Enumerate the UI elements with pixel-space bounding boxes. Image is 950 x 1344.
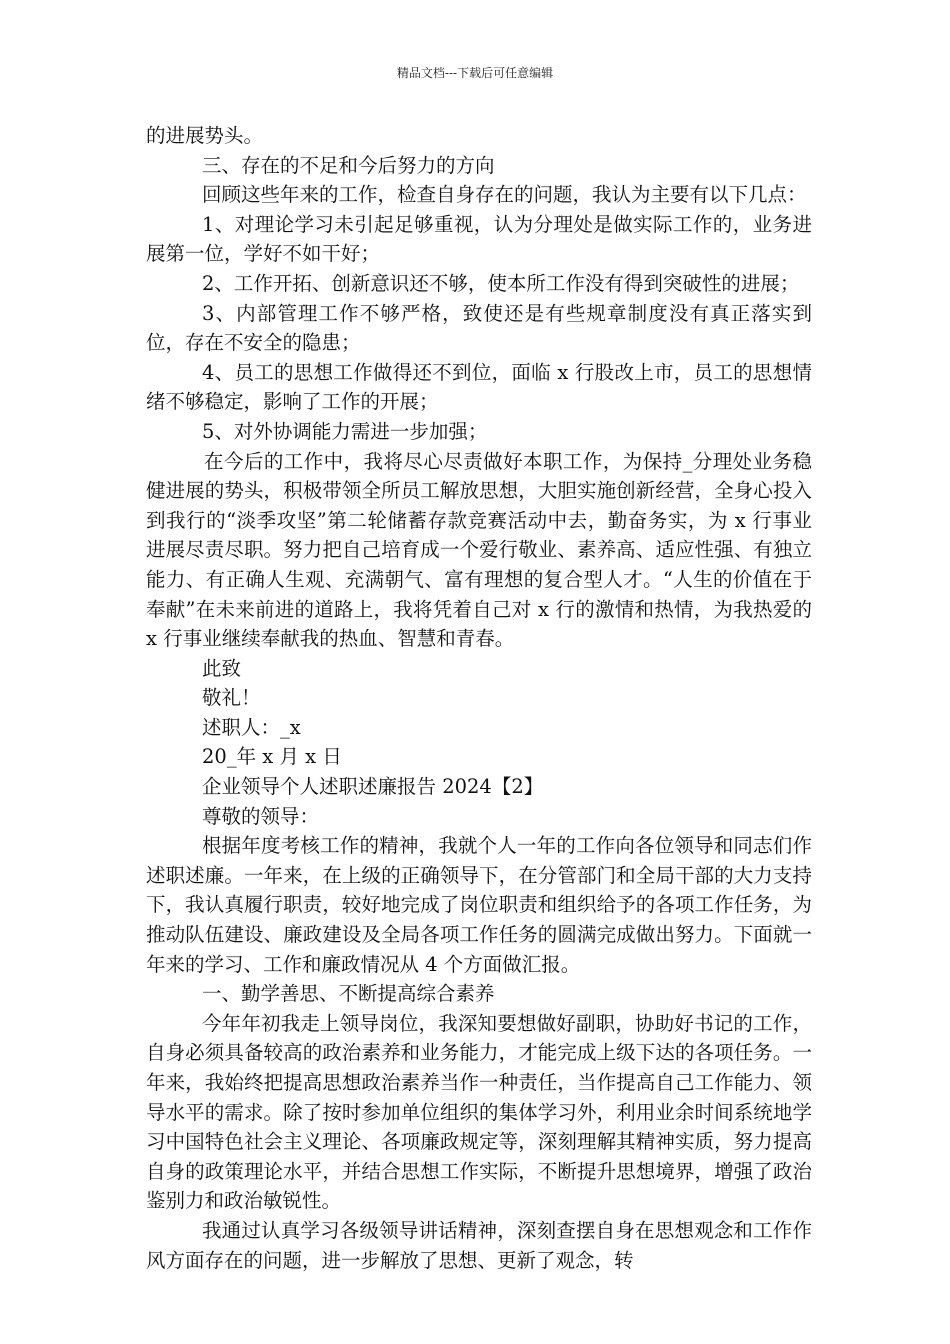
paragraph-reflection: 我通过认真学习各级领导讲话精神，深刻查摆自身在思想观念和工作作风方面存在的问题，进一步解放了思想、更新了观念，转: [146, 1218, 812, 1272]
closing-regards: 敬礼！: [202, 686, 261, 710]
signature-line: 述职人：_x: [202, 715, 301, 739]
section-heading-1: 一、勤学善思、不断提高综合素养: [202, 982, 495, 1006]
document-body: [146, 121, 812, 1275]
list-item-1: 1、对理论学习未引起足够重视，认为分理处是做实际工作的，业务进展第一位，学好不如干好；: [146, 212, 812, 266]
paragraph-future-work: 在今后的工作中，我将尽心尽责做好本职工作，为保持_分理处业务稳健进展的势头，积极带领全所员工解放思想，大胆实施创新经营，全身心投入到我行的“淡季攻坚”第二轮储蓄存款竞赛活动中去，勤奋务实，为 x 行事业进展尽责尽职。努力把自己培育成一个爱行敬业、素养高、适应性强、有独立能力、有正确人生观、充满朝气、富有理想的复合型人才。“人生的价值在于奉献”在未来前进的道路上，我将凭着自己对 x 行的激情和热情，为我热爱的 x 行事业继续奉献我的热血、智慧和青春。: [146, 449, 812, 651]
paragraph-review: 回顾这些年来的工作，检查自身存在的问题，我认为主要有以下几点：: [202, 183, 807, 207]
closing-salutation: 此致: [202, 656, 242, 680]
report-title: 企业领导个人述职述廉报告 2024【2】: [202, 775, 544, 799]
greeting-line: 尊敬的领导：: [202, 804, 320, 828]
list-item-4: 4、员工的思想工作做得还不到位，面临 x 行股改上市，员工的思想情绪不够稳定，影响了工作的开展；: [146, 360, 812, 414]
paragraph-study: 今年年初我走上领导岗位，我深知要想做好副职，协助好书记的工作，自身必须具备较高的政治素养和业务能力，才能完成上级下达的各项任务。一年来，我始终把提高思想政治素养当作一种责任，当作提高自己工作能力、领导水平的需求。除了按时参加单位组织的集体学习外，利用业余时间系统地学习中国特色社会主义理论、各项廉政规定等，深刻理解其精神实质，努力提高自身的政策理论水平，并结合思想工作实际，不断提升思想境界，增强了政治鉴别力和政治敏锐性。: [146, 1011, 812, 1213]
page-header: 精品文档---下载后可任意编辑: [396, 66, 554, 80]
section-heading-3: 三、存在的不足和今后努力的方向: [202, 153, 495, 177]
paragraph-intro: 根据年度考核工作的精神，我就个人一年的工作向各位领导和同志们作述职述廉。一年来，在上级的正确领导下，在分管部门和全局干部的大力支持下，我认真履行职责，较好地完成了岗位职责和组织给予的各项工作任务，为推动队伍建设、廉政建设及全局各项工作任务的圆满完成做出努力。下面就一年来的学习、工作和廉政情况从 4 个方面做汇报。: [146, 834, 812, 976]
list-item-5: 5、对外协调能力需进一步加强；: [202, 419, 488, 443]
date-line: 20_年 x 月 x 日: [202, 745, 342, 769]
list-item-3: 3、内部管理工作不够严格，致使还是有些规章制度没有真正落实到位，存在不安全的隐患；: [146, 301, 812, 355]
paragraph-continuation: 的进展势头。: [146, 124, 264, 147]
list-item-2: 2、工作开拓、创新意识还不够，使本所工作没有得到突破性的进展；: [202, 271, 800, 295]
